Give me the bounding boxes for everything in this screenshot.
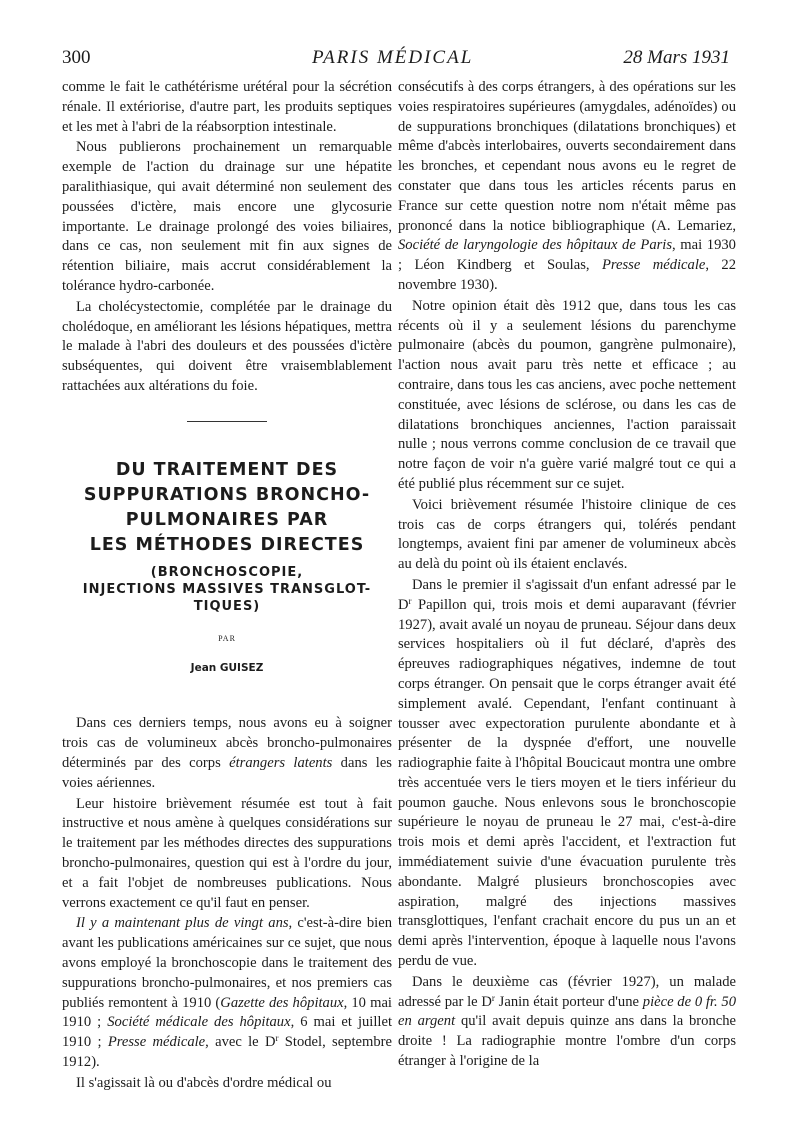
paragraph: Voici brièvement résumée l'histoire clinique de ces trois cas de corps étrangers qui, tolérés pendant longtemps, avaient fini par amener de volumineux abcès au delà du point où ils étaient enclavés. bbox=[398, 496, 736, 573]
text-run: Dans ces derniers temps, nous avons eu à soigner trois cas de volumineux abcès broncho-pulmonaires déterminés par des corps bbox=[62, 715, 392, 771]
paragraph: Il s'agissait là ou d'abcès d'ordre médical ou bbox=[76, 1074, 332, 1091]
article-title-line: DU TRAITEMENT DES bbox=[115, 459, 339, 480]
paragraph: Leur histoire brièvement résumée est tout à fait instructive et nous amène à quelques considérations sur le traitement par les méthodes directes des suppurations broncho-pulmonaires, question qui est à l'ordre du jour, et a fait l'objet de nombreuses publications. Nous verrons exactement ce qu'il faut en penser. bbox=[62, 795, 392, 911]
paragraph: La cholécystectomie, complétée par le drainage du cholédoque, en améliorant les lésions hépatiques, mettra le malade à l'abri des douleurs et des poussées d'ictère subséquentes, qui doivent être vraisemblablement rattachées aux altérations du foie. bbox=[62, 298, 392, 394]
issue-date: 28 Mars 1931 bbox=[623, 47, 730, 68]
paragraph: Notre opinion était dès 1912 que, dans tous les cas récents où il y a seulement lésions du parenchyme pulmonaire (abcès du poumon, gangrène pulmonaire), l'action nous avait paru très nette et efficace ; au contraire, dans tous les cas anciens, avec poche nettement constituée, avec lésions de sclérose, ou dans les cas de dilatations bronchiques anciennes, l'action paraissait nulle ; nous verrons comme conclusion de ce travail que notre façon de voir n'a guère varié malgré tout ce qui a été publié plus récemment sur ce sujet. bbox=[398, 297, 736, 492]
paragraph bbox=[398, 576, 736, 972]
article-title-line: SUPPURATIONS BRONCHO- bbox=[83, 484, 371, 505]
article-title-line: PULMONAIRES PAR bbox=[125, 509, 329, 530]
paragraph bbox=[398, 973, 736, 1072]
superscript: r bbox=[491, 992, 495, 1003]
text-run: Papillon qui, trois mois et demi auparavant (février 1927), avait avalé un noyau de pruneau. Séjour dans deux services hospitaliers où il fut déclaré, d'après des épreuves radiographiques négatives, indemne de tout corps étranger. On pensait que le corps étranger avait été simplement avalé. Cependant, l'enfant continuant à tousser avec expectoration purulente abondante et à présenter de la dyspnée d'effort, une nouvelle radiographie faite à l'hôpital Boucicaut montra une ombre très accentuée vers le tiers moyen et le tiers inférieur du poumon gauche. Nous enlevons sous le bronchoscopie supérieure le noyau de pruneau le 27 mai, c'est-à-dire trois mois et demi après l'accident, et l'extraction fut immédiatement suivie d'une évacuation purulente très abondante. Malgré plusieurs bronchoscopies avec aspiration, malgré des injections massives transglottiques, l'enfant crachait encore du pus un an et demi après l'intervention, époque à laquelle nous l'avons perdu de vue. bbox=[398, 596, 736, 970]
left-column bbox=[62, 78, 392, 1094]
superscript: r bbox=[408, 595, 412, 606]
text-run: , mai 1930 ; Léon Kindberg et Soulas, bbox=[398, 237, 736, 274]
text-run: Janin était porteur d'une bbox=[494, 993, 643, 1010]
article-subtitle bbox=[62, 564, 392, 615]
text-run-italic: Société de laryngologie des hôpitaux de Paris bbox=[398, 237, 673, 254]
journal-title: PARIS MÉDICAL bbox=[312, 47, 474, 68]
right-column bbox=[398, 78, 736, 1073]
text-run: , c'est-à-dire bien avant les publications américaines sur ce sujet, que nous avons employé la bronchoscopie dans le traitement des suppurations broncho-pulmonaires, et nos premiers cas publiés remontent à 1910 ( bbox=[62, 915, 392, 1011]
text-run-italic: Gazette des hôpitaux bbox=[220, 994, 344, 1011]
text-run: Dans le deuxième cas (février 1927), un malade adressé par le D bbox=[398, 973, 736, 1010]
text-run-italic: Presse médicale bbox=[601, 257, 706, 274]
article-title bbox=[62, 458, 392, 558]
text-run: Dans le premier il s'agissait d'un enfant adressé par le D bbox=[398, 576, 736, 613]
article-title-line: LES MÉTHODES DIRECTES bbox=[89, 534, 365, 555]
paragraph bbox=[62, 714, 392, 793]
text-run: , 22 novembre 1930). bbox=[398, 257, 737, 293]
section-divider bbox=[187, 421, 267, 422]
page-number: 300 bbox=[62, 47, 91, 68]
text-run-italic: Presse médicale bbox=[107, 1034, 206, 1051]
paragraph: Nous publierons prochainement un remarquable exemple de l'action du drainage sur une hépatite paralithiasique, qui avait déterminé non seulement des poussées d'ictère, mais encore une glycosurie importante. Le drainage prolongé des voies biliaires, dans ce cas, non seulement mit fin aux signes de rétention biliaire, mais accrut considérablement la tolérance hydro-carbonée. bbox=[62, 139, 392, 294]
byline-par: PAR bbox=[218, 633, 236, 643]
text-run: qu'il avait depuis quinze ans dans la bronche droite ! La radiographie montre l'ombre d'un corps étranger à l'origine de la bbox=[398, 1013, 736, 1070]
article-subtitle-line: TIQUES) bbox=[193, 598, 261, 614]
superscript: r bbox=[275, 1033, 279, 1044]
text-run: , 6 mai et juillet 1910 ; bbox=[62, 1014, 392, 1051]
text-run-italic: pièce de 0 fr. 50 en argent bbox=[398, 993, 736, 1030]
text-run: , 10 mai 1910 ; bbox=[62, 994, 392, 1031]
text-run: dans les voies aériennes. bbox=[62, 754, 392, 791]
paragraph bbox=[62, 914, 392, 1072]
text-run: , avec le D bbox=[205, 1034, 276, 1051]
article-subtitle-line: INJECTIONS MASSIVES TRANSGLOT- bbox=[82, 581, 372, 597]
text-run: Stodel, septembre 1912). bbox=[62, 1034, 392, 1070]
paragraph: comme le fait le cathétérisme urétéral pour la sécrétion rénale. Il extériorise, d'autre part, les produits septiques et les met à l'abri de la réabsorption intestinale. bbox=[62, 79, 392, 135]
text-run-italic: Il y a maintenant plus de vingt ans bbox=[76, 915, 289, 932]
text-run-italic: Société médicale des hôpitaux bbox=[107, 1014, 291, 1031]
author-name: Jean GUISEZ bbox=[190, 661, 264, 674]
text-run: consécutifs à des corps étrangers, à des opérations sur les voies respiratoires supérieures (amygdales, adénoïdes) ou de suppurations bronchiques (dilatations bronchiques) et même d'abcès interlobaires, ouverts secondairement dans les bronches, et cependant nous avons eu le regret de constater que dans tous les articles récents parus en France sur cette question notre nom n'était même pas prononcé dans la notice bibliographique (A. Lemariez, bbox=[398, 79, 736, 234]
article-subtitle-line: (BRONCHOSCOPIE, bbox=[150, 564, 304, 580]
paragraph bbox=[398, 78, 736, 296]
text-run-italic: étrangers latents bbox=[229, 754, 333, 771]
